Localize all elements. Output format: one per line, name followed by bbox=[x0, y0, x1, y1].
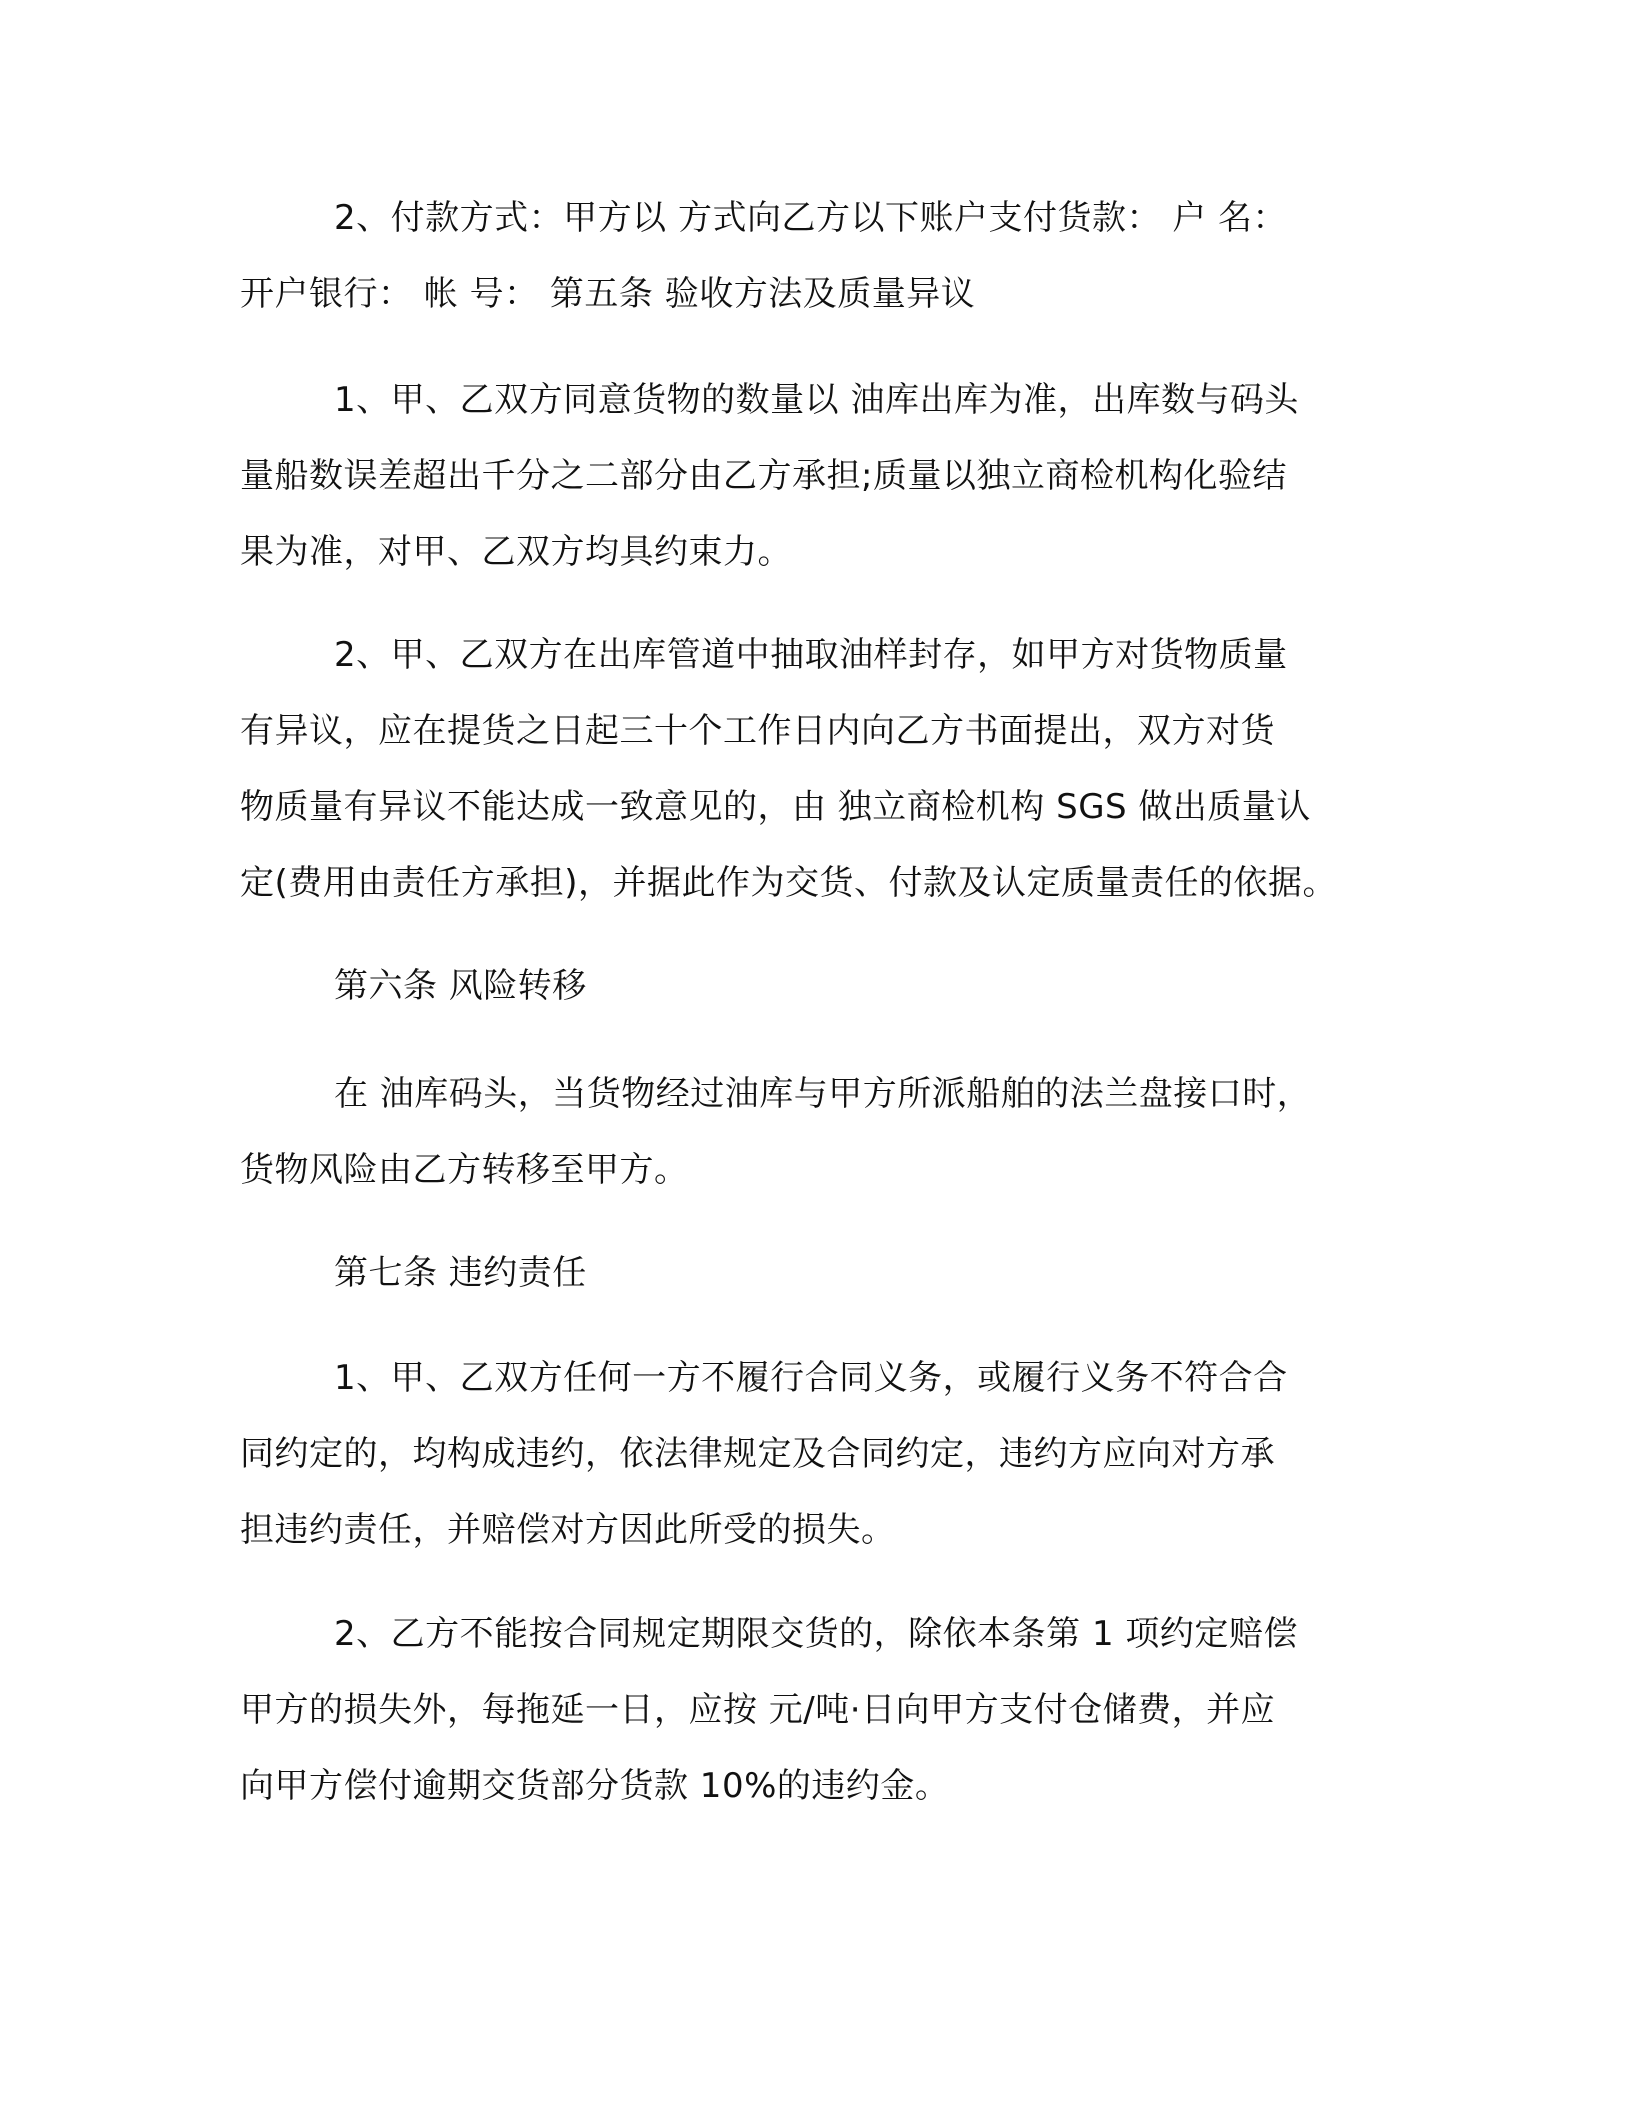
section-heading-risk-transfer bbox=[240, 948, 1415, 1024]
text-line: 1、甲、乙双方同意货物的数量以 油库出库为准，出库数与码头 bbox=[334, 380, 1299, 420]
paragraph-liability-2 bbox=[240, 1596, 1415, 1824]
text-line: 货物风险由乙方转移至甲方。 bbox=[240, 1150, 689, 1190]
text-line: 量船数误差超出千分之二部分由乙方承担;质量以独立商检机构化验结 bbox=[240, 456, 1287, 496]
text-line: 1、甲、乙双方任何一方不履行合同义务，或履行义务不符合合 bbox=[334, 1358, 1288, 1398]
text-line: 物质量有异议不能达成一致意见的，由 独立商检机构 SGS 做出质量认 bbox=[240, 787, 1311, 827]
text-line: 果为准，对甲、乙双方均具约束力。 bbox=[240, 532, 792, 572]
text-line: 甲方的损失外，每拖延一日，应按 元/吨·日向甲方支付仓储费，并应 bbox=[240, 1690, 1276, 1730]
section-heading: 第六条 风险转移 bbox=[334, 966, 587, 1006]
paragraph-payment-method bbox=[240, 180, 1415, 332]
text-line: 2、付款方式：甲方以 方式向乙方以下账户支付货款： 户 名： bbox=[334, 198, 1288, 238]
text-line: 在 油库码头，当货物经过油库与甲方所派船舶的法兰盘接口时， bbox=[334, 1074, 1312, 1114]
text-line: 有异议，应在提货之日起三十个工作日内向乙方书面提出，双方对货 bbox=[240, 711, 1275, 751]
section-heading-liability bbox=[240, 1235, 1415, 1311]
text-line: 担违约责任，并赔偿对方因此所受的损失。 bbox=[240, 1510, 896, 1550]
paragraph-liability-1 bbox=[240, 1340, 1415, 1568]
section-heading: 第七条 违约责任 bbox=[334, 1253, 587, 1293]
text-line: 2、甲、乙双方在出库管道中抽取油样封存，如甲方对货物质量 bbox=[334, 635, 1288, 675]
text-line: 开户银行： 帐 号： 第五条 验收方法及质量异议 bbox=[240, 274, 976, 314]
text-line: 同约定的，均构成违约，依法律规定及合同约定，违约方应向对方承 bbox=[240, 1434, 1275, 1474]
text-line: 2、乙方不能按合同规定期限交货的，除依本条第 1 项约定赔偿 bbox=[334, 1614, 1298, 1654]
paragraph-quality-objection bbox=[240, 617, 1415, 921]
paragraph-risk-transfer bbox=[240, 1056, 1415, 1208]
text-line: 向甲方偿付逾期交货部分货款 10%的违约金。 bbox=[240, 1766, 950, 1806]
text-line: 定(费用由责任方承担)，并据此作为交货、付款及认定质量责任的依据。 bbox=[240, 863, 1338, 903]
paragraph-quantity-inspection bbox=[240, 362, 1415, 590]
